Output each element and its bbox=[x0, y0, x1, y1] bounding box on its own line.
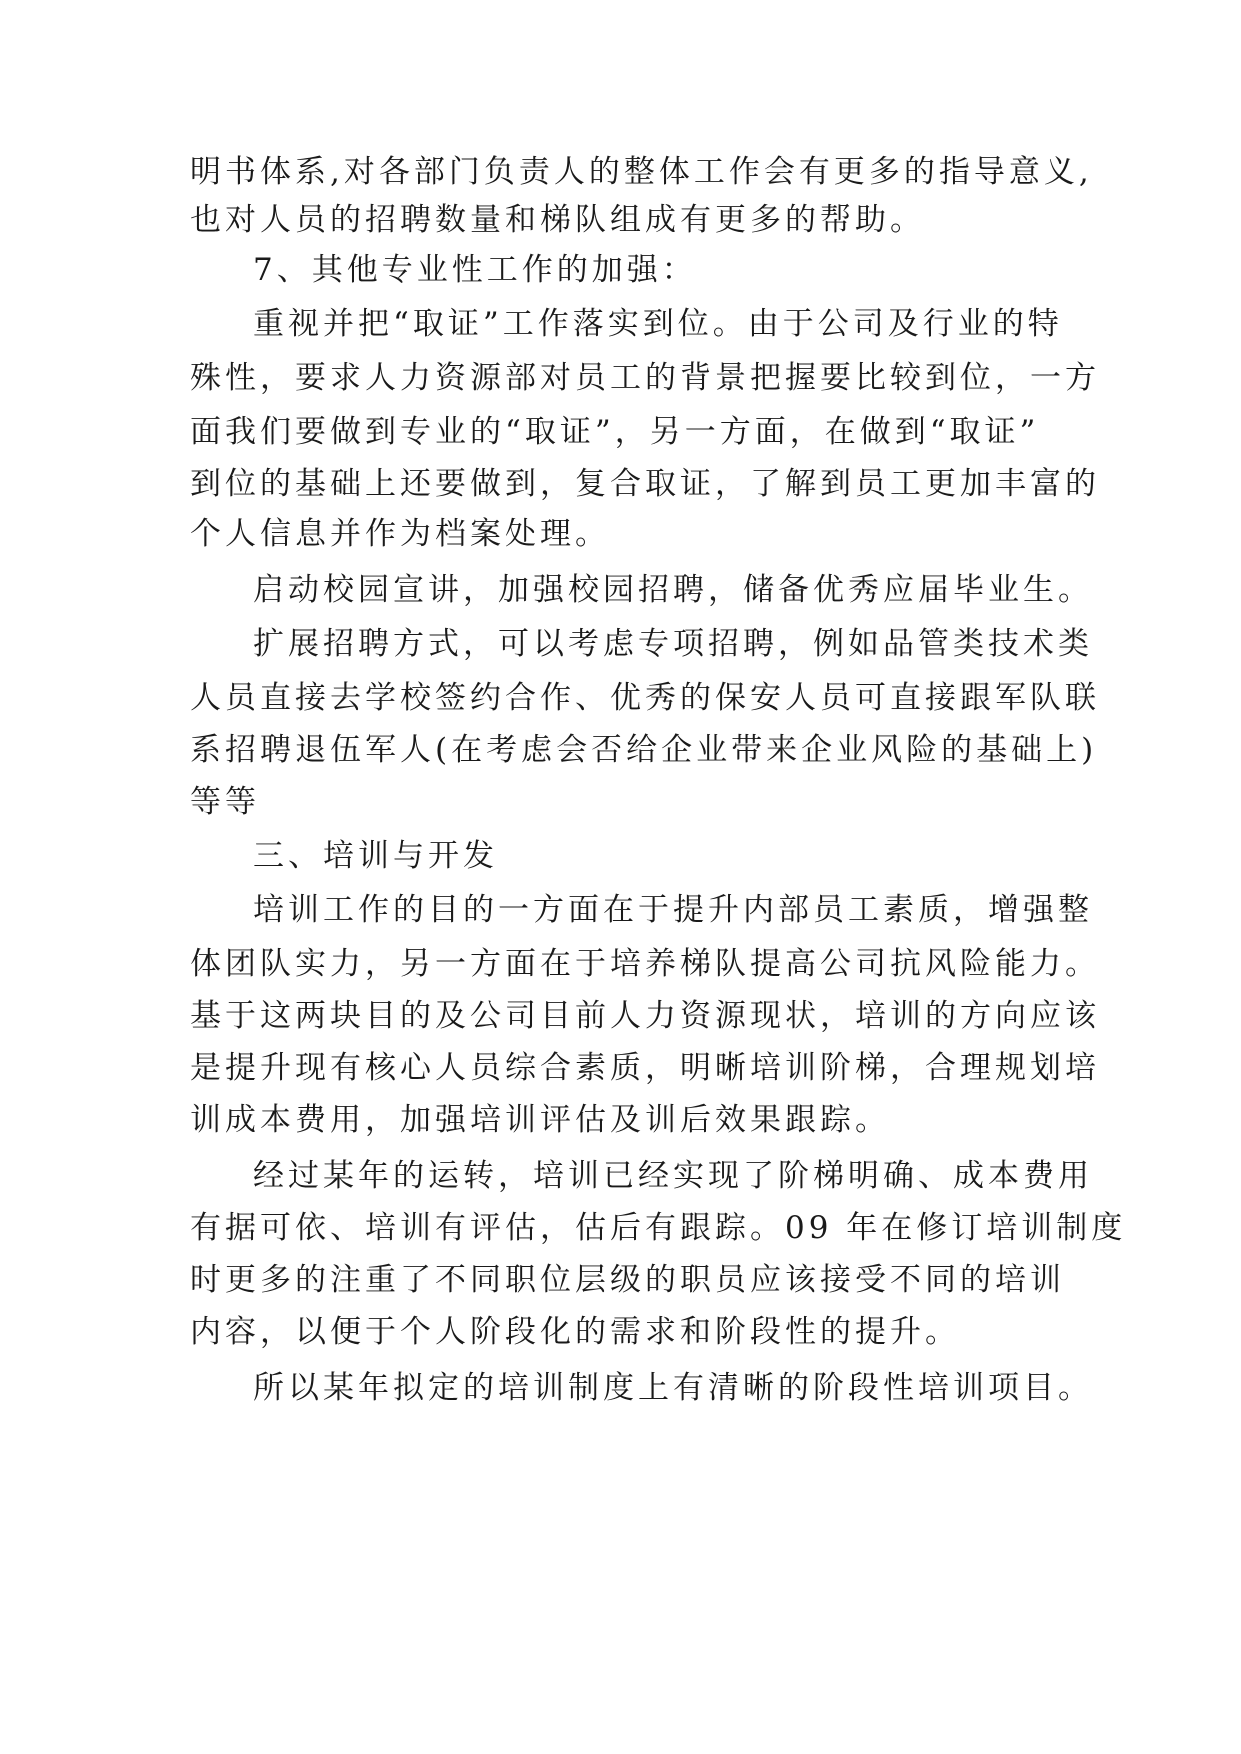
text-line: 人员直接去学校签约合作、优秀的保安人员可直接跟军队联 bbox=[190, 680, 1100, 716]
text-line: 7、其他专业性工作的加强： bbox=[253, 252, 697, 288]
text-line: 经过某年的运转，培训已经实现了阶梯明确、成本费用 bbox=[253, 1158, 1093, 1194]
text-line: 扩展招聘方式，可以考虑专项招聘，例如品管类技术类 bbox=[253, 626, 1093, 662]
text-line: 系招聘退伍军人(在考虑会否给企业带来企业风险的基础上) bbox=[190, 732, 1098, 768]
text-line: 重视并把“取证”工作落实到位。由于公司及行业的特 bbox=[253, 306, 1063, 342]
text-line: 培训工作的目的一方面在于提升内部员工素质，增强整 bbox=[253, 892, 1093, 928]
text-line: 也对人员的招聘数量和梯队组成有更多的帮助。 bbox=[190, 202, 925, 238]
text-line: 是提升现有核心人员综合素质，明晰培训阶梯，合理规划培 bbox=[190, 1050, 1100, 1086]
text-line: 个人信息并作为档案处理。 bbox=[190, 516, 610, 552]
text-line: 等等 bbox=[190, 784, 260, 820]
text-line: 殊性，要求人力资源部对员工的背景把握要比较到位，一方 bbox=[190, 360, 1100, 396]
text-line: 基于这两块目的及公司目前人力资源现状，培训的方向应该 bbox=[190, 998, 1100, 1034]
text-line: 所以某年拟定的培训制度上有清晰的阶段性培训项目。 bbox=[253, 1370, 1093, 1406]
text-line: 启动校园宣讲，加强校园招聘，储备优秀应届毕业生。 bbox=[253, 572, 1093, 608]
text-line: 面我们要做到专业的“取证”，另一方面，在做到“取证” bbox=[190, 414, 1040, 450]
text-line: 明书体系,对各部门负责人的整体工作会有更多的指导意义, bbox=[190, 154, 1093, 190]
text-line: 到位的基础上还要做到，复合取证，了解到员工更加丰富的 bbox=[190, 466, 1100, 502]
text-line: 训成本费用，加强培训评估及训后效果跟踪。 bbox=[190, 1102, 890, 1138]
section-heading: 三、培训与开发 bbox=[253, 838, 498, 874]
text-line: 体团队实力，另一方面在于培养梯队提高公司抗风险能力。 bbox=[190, 946, 1100, 982]
text-line: 内容，以便于个人阶段化的需求和阶段性的提升。 bbox=[190, 1314, 960, 1350]
text-line: 时更多的注重了不同职位层级的职员应该接受不同的培训 bbox=[190, 1262, 1065, 1298]
text-line: 有据可依、培训有评估，估后有跟踪。09 年在修订培训制度 bbox=[190, 1210, 1127, 1246]
